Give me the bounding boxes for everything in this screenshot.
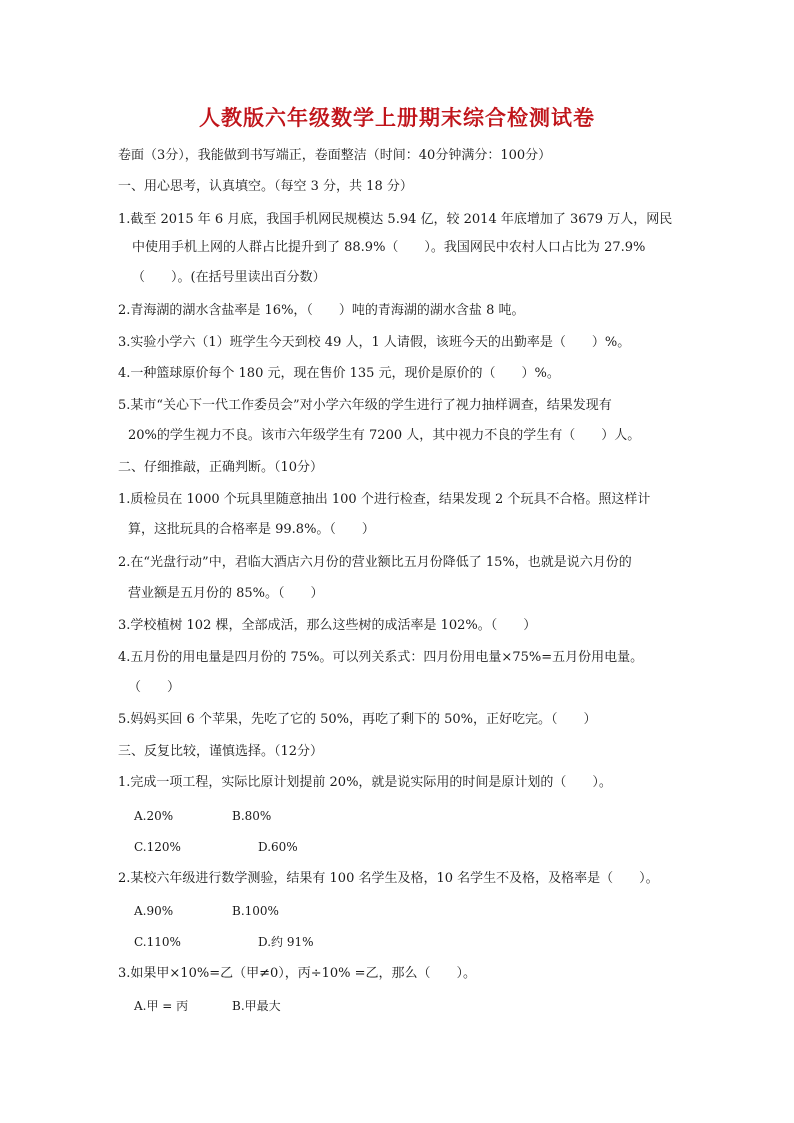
- s3-q1-stem: 1.完成一项工程，实际比原计划提前 20%，就是说实际用的时间是原计划的（ ）。: [118, 775, 612, 790]
- s1-q1-line2: 中使用手机上网的人群占比提升到了 88.9%（ ）。我国网民中农村人口占比为 27.9%: [132, 240, 646, 255]
- s3-q1-option-b: B.80%: [232, 809, 272, 823]
- s2-q4-line1: 4.五月份的用电量是四月份的 75%。可以列关系式：四月份用电量×75%=五月份用电量。: [118, 650, 644, 665]
- s1-q5-line1: 5.某市“关心下一代工作委员会”对小学六年级的学生进行了视力抽样调查，结果发现有: [118, 398, 612, 413]
- s2-q5: 5.妈妈买回 6 个苹果，先吃了它的 50%，再吃了剩下的 50%，正好吃完。（ ）: [118, 712, 597, 727]
- s3-q2-option-c: C.110%: [134, 935, 181, 949]
- s3-q3-stem: 3.如果甲×10%=乙（甲≠0），丙÷10% =乙，那么（ ）。: [118, 966, 477, 981]
- s3-q2-stem: 2.某校六年级进行数学测验，结果有 100 名学生及格，10 名学生不及格，及格率是（ ）。: [118, 871, 659, 886]
- exam-title: 人教版六年级数学上册期末综合检测试卷: [199, 106, 595, 130]
- s3-q3-option-b: B.甲最大: [232, 999, 281, 1013]
- s2-q1-line1: 1.质检员在 1000 个玩具里随意抽出 100 个进行检查，结果发现 2 个玩具不合格。照这样计: [118, 492, 651, 507]
- s1-q1-line1: 1.截至 2015 年 6 月底，我国手机网民规模达 5.94 亿，较 2014 年底增加了 3679 万人，网民: [118, 212, 673, 227]
- s3-q2-option-b: B.100%: [232, 904, 279, 918]
- s2-q4-line2: （ ）: [128, 680, 181, 695]
- s3-q1-option-d: D.60%: [258, 840, 298, 854]
- exam-intro: 卷面（3分），我能做到书写端正，卷面整洁（时间：40分钟满分：100分）: [118, 148, 552, 163]
- s3-q1-option-a: A.20%: [134, 809, 174, 823]
- s3-q3-option-a: A.甲 = 丙: [134, 999, 189, 1013]
- section3-heading: 三、反复比较，谨慎选择。（12分）: [118, 744, 324, 759]
- s2-q2-line2: 营业额是五月份的 85%。（ ）: [128, 586, 324, 601]
- s1-q3: 3.实验小学六（1）班学生今天到校 49 人，1 人请假，该班今天的出勤率是（ ）%。: [118, 335, 631, 350]
- s3-q2-option-a: A.90%: [134, 904, 174, 918]
- s3-q2-option-d: D.约 91%: [258, 935, 314, 949]
- section2-heading: 二、仔细推敲，正确判断。（10分）: [118, 460, 324, 475]
- s1-q2: 2.青海湖的湖水含盐率是 16%，（ ）吨的青海湖的湖水含盐 8 吨。: [118, 303, 525, 318]
- s2-q3: 3.学校植树 102 棵，全部成活，那么这些树的成活率是 102%。（ ）: [118, 618, 537, 633]
- s1-q5-line2: 20%的学生视力不良。该市六年级学生有 7200 人，其中视力不良的学生有（ ）人。: [128, 428, 641, 443]
- s2-q2-line1: 2.在“光盘行动”中，君临大酒店六月份的营业额比五月份降低了 15%，也就是说六月份的: [118, 555, 632, 570]
- s2-q1-line2: 算，这批玩具的合格率是 99.8%。（ ）: [128, 522, 375, 537]
- s3-q1-option-c: C.120%: [134, 840, 181, 854]
- section1-heading: 一、用心思考，认真填空。（每空 3 分，共 18 分）: [118, 179, 413, 194]
- s1-q1-line3: （ ）。(在括号里读出百分数）: [132, 270, 326, 285]
- s1-q4: 4.一种篮球原价每个 180 元，现在售价 135 元，现价是原价的（ ）%。: [118, 366, 560, 381]
